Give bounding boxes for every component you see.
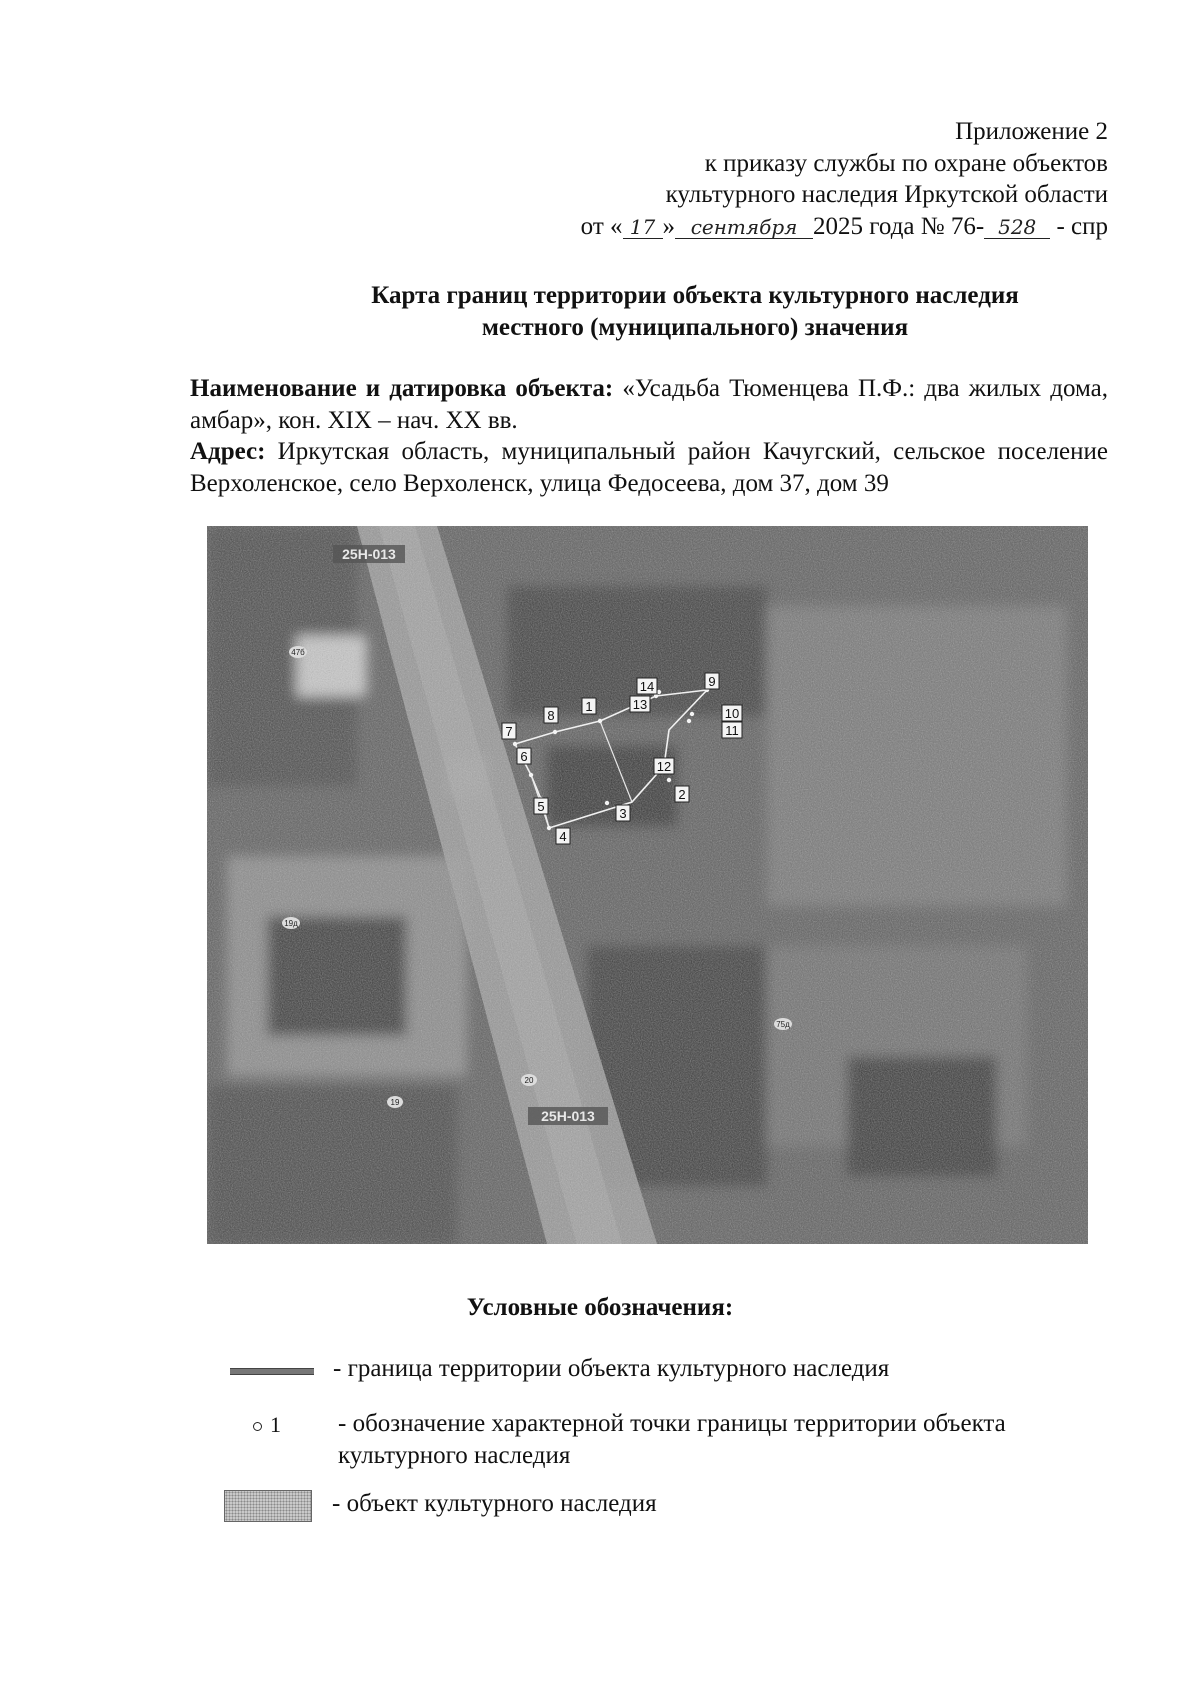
boundary-point-label: 12 xyxy=(656,759,672,774)
legend-point-text xyxy=(338,1408,1006,1471)
legend-object-swatch xyxy=(224,1490,312,1522)
appendix-order-ref: к приказу службы по охране объектов xyxy=(704,149,1108,177)
boundary-point-label: 5 xyxy=(537,799,545,814)
boundary-point-label: 13 xyxy=(632,697,648,712)
boundary-point-label: 14 xyxy=(639,679,655,694)
legend-object-text: - объект культурного наследия xyxy=(332,1490,657,1517)
svg-text:25Н-013: 25Н-013 xyxy=(342,546,396,562)
object-name-value: «Усадьба Тюменцева П.Ф.: два жилых дома, амбар», кон. XIX – нач. XX вв. xyxy=(190,375,1108,434)
legend-point-line-1: - обозначение характерной точки границы территории объекта xyxy=(338,1410,1006,1437)
boundary-point-marker xyxy=(513,742,517,746)
boundary-point-marker xyxy=(687,719,691,723)
house-number-badge xyxy=(282,917,300,929)
boundary-point-marker xyxy=(547,826,551,830)
order-suffix: - спр xyxy=(1050,212,1108,240)
address-label: Адрес: xyxy=(190,438,266,465)
boundary-point-label: 8 xyxy=(547,708,555,723)
appendix-date-line xyxy=(581,211,1108,243)
svg-text:25Н-013: 25Н-013 xyxy=(541,1108,595,1124)
boundary-point-label: 7 xyxy=(505,724,513,739)
appendix-authority: культурного наследия Иркутской области xyxy=(665,181,1108,208)
object-name xyxy=(190,373,1108,436)
house-number-badge xyxy=(387,1096,403,1108)
boundary-point-label: 6 xyxy=(520,749,528,764)
svg-text:19: 19 xyxy=(390,1098,400,1107)
handwritten-number: 528 xyxy=(984,216,1050,239)
boundary-point-label: 10 xyxy=(724,706,740,721)
object-address xyxy=(190,436,1108,499)
svg-text:75д: 75д xyxy=(776,1020,790,1029)
document-title xyxy=(0,280,1200,343)
svg-text:20: 20 xyxy=(524,1076,534,1085)
house-number-badge xyxy=(774,1018,792,1030)
boundary-point-marker xyxy=(667,778,671,782)
legend-boundary-symbol xyxy=(230,1368,314,1375)
handwritten-month: сентября xyxy=(675,216,813,239)
road-label-bottom xyxy=(528,1107,608,1125)
boundary-point-marker xyxy=(605,801,609,805)
legend-boundary-text: - граница территории объекта культурного наследия xyxy=(333,1355,890,1382)
boundary-point-marker xyxy=(690,712,694,716)
legend-title: Условные обозначения: xyxy=(466,1294,734,1321)
object-description xyxy=(190,373,1108,499)
satellite-map xyxy=(207,526,1088,1244)
boundary-point-label: 4 xyxy=(559,829,567,844)
handwritten-day: 17 xyxy=(623,216,663,239)
appendix-header xyxy=(581,116,1108,242)
point-marker-icon xyxy=(253,1422,262,1431)
object-name-label: Наименование и датировка объекта: xyxy=(190,375,614,402)
boundary-point-marker xyxy=(529,773,533,777)
legend-point-line-2: культурного наследия xyxy=(338,1441,571,1469)
svg-text:19д: 19д xyxy=(284,919,298,928)
boundary-point-marker xyxy=(553,730,557,734)
title-line-1: Карта границ территории объекта культурного наследия xyxy=(371,282,1019,309)
map-svg xyxy=(207,526,1088,1244)
legend-point-number: 1 xyxy=(270,1412,281,1437)
boundary-point-label: 2 xyxy=(678,787,686,802)
date-prefix: от « xyxy=(580,212,623,240)
boundary-point-label: 11 xyxy=(725,723,739,738)
boundary-point-label: 1 xyxy=(585,699,593,714)
address-value: Иркутская область, муниципальный район Качугский, сельское поселение Верхоленское, село Верхоленск, улица Федосеева, дом 37, дом 39 xyxy=(190,438,1108,497)
boundary-point-label: 3 xyxy=(619,806,627,821)
title-line-2: местного (муниципального) значения xyxy=(481,313,909,341)
road-label-top xyxy=(333,545,405,563)
date-mid: » xyxy=(662,212,676,240)
boundary-point-marker xyxy=(598,719,602,723)
house-number-badge xyxy=(289,646,307,658)
svg-text:47б: 47б xyxy=(291,648,305,657)
year-text: 2025 года № 76- xyxy=(813,212,985,240)
boundary-point-label: 9 xyxy=(708,674,716,689)
appendix-number: Приложение 2 xyxy=(955,118,1108,145)
legend-point-symbol xyxy=(253,1412,281,1438)
house-number-badge xyxy=(521,1074,537,1086)
